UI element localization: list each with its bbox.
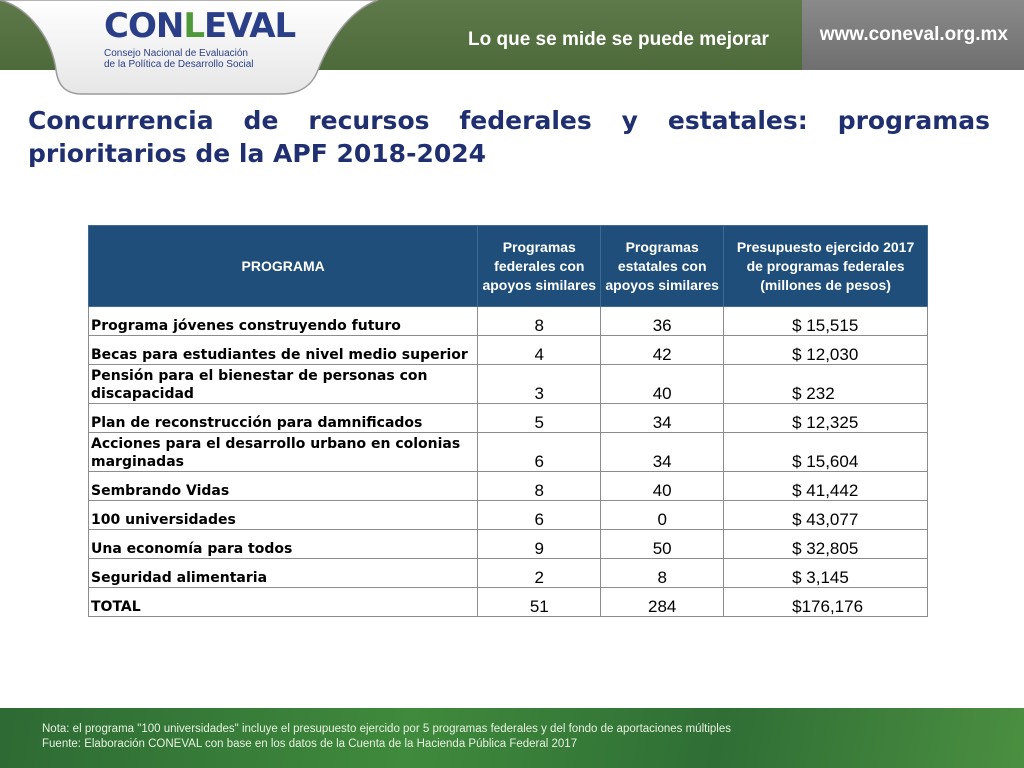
cell-estatales: 50 [601, 530, 724, 559]
url-panel [802, 0, 1024, 70]
cell-estatales: 42 [601, 336, 724, 365]
cell-presupuesto: $ 15,515 [724, 307, 928, 336]
table-row [89, 472, 928, 501]
footnote-fuente: Fuente: Elaboración CONEVAL con base en los datos de la Cuenta de la Hacienda Pública Federal 2017 [42, 738, 578, 750]
cell-presupuesto: $ 12,030 [724, 336, 928, 365]
cell-federales: 5 [478, 404, 601, 433]
cell-federales: 2 [478, 559, 601, 588]
cell-programa: Plan de reconstrucción para damnificados [89, 404, 478, 433]
cell-estatales: 284 [601, 588, 724, 617]
table-row [89, 501, 928, 530]
cell-presupuesto: $ 12,325 [724, 404, 928, 433]
table-row [89, 530, 928, 559]
cell-federales: 9 [478, 530, 601, 559]
table-row-total [89, 588, 928, 617]
logo-subtitle: Consejo Nacional de Evaluación de la Política de Desarrollo Social [104, 48, 254, 70]
cell-estatales: 8 [601, 559, 724, 588]
table-row [89, 336, 928, 365]
cell-federales: 6 [478, 433, 601, 472]
cell-estatales: 36 [601, 307, 724, 336]
footer-notes [42, 722, 731, 752]
table-row [89, 404, 928, 433]
cell-federales: 51 [478, 588, 601, 617]
cell-programa: Pensión para el bienestar de personas con discapacidad [89, 365, 478, 404]
cell-federales: 8 [478, 472, 601, 501]
cell-programa: 100 universidades [89, 501, 478, 530]
cell-presupuesto: $176,176 [724, 588, 928, 617]
cell-presupuesto: $ 43,077 [724, 501, 928, 530]
table-row [89, 307, 928, 336]
cell-estatales: 0 [601, 501, 724, 530]
col-header-programa: PROGRAMA [89, 226, 478, 307]
cell-programa: TOTAL [89, 588, 478, 617]
cell-programa: Becas para estudiantes de nivel medio superior [89, 336, 478, 365]
cell-estatales: 40 [601, 365, 724, 404]
col-header-presupuesto: Presupuesto ejercido 2017 de programas federales (millones de pesos) [724, 226, 928, 307]
cell-presupuesto: $ 232 [724, 365, 928, 404]
cell-presupuesto: $ 3,145 [724, 559, 928, 588]
cell-presupuesto: $ 32,805 [724, 530, 928, 559]
col-header-federales: Programas federales con apoyos similares [478, 226, 601, 307]
cell-estatales: 34 [601, 433, 724, 472]
cell-programa: Programa jóvenes construyendo futuro [89, 307, 478, 336]
cell-federales: 6 [478, 501, 601, 530]
coneval-logo: CONLEVAL [104, 6, 296, 46]
col-header-estatales: Programas estatales con apoyos similares [601, 226, 724, 307]
cell-programa: Una economía para todos [89, 530, 478, 559]
table-row [89, 559, 928, 588]
cell-estatales: 34 [601, 404, 724, 433]
logo-tab [0, 0, 380, 96]
cell-federales: 8 [478, 307, 601, 336]
cell-programa: Acciones para el desarrollo urbano en colonias marginadas [89, 433, 478, 472]
cell-programa: Sembrando Vidas [89, 472, 478, 501]
table-row [89, 365, 928, 404]
cell-presupuesto: $ 15,604 [724, 433, 928, 472]
site-url[interactable]: www.coneval.org.mx [819, 24, 1008, 45]
table-row [89, 433, 928, 472]
slogan: Lo que se mide se puede mejorar [468, 29, 769, 50]
cell-federales: 4 [478, 336, 601, 365]
cell-estatales: 40 [601, 472, 724, 501]
cell-federales: 3 [478, 365, 601, 404]
footnote-nota: Nota: el programa "100 universidades" incluye el presupuesto ejercido por 5 programas federales y del fondo de aportaciones múltiples [42, 723, 731, 735]
cell-programa: Seguridad alimentaria [89, 559, 478, 588]
programs-table [88, 225, 928, 617]
page-title: Concurrencia de recursos federales y estatales: programas prioritarios de la APF 2018-2024 [28, 106, 990, 168]
cell-presupuesto: $ 41,442 [724, 472, 928, 501]
